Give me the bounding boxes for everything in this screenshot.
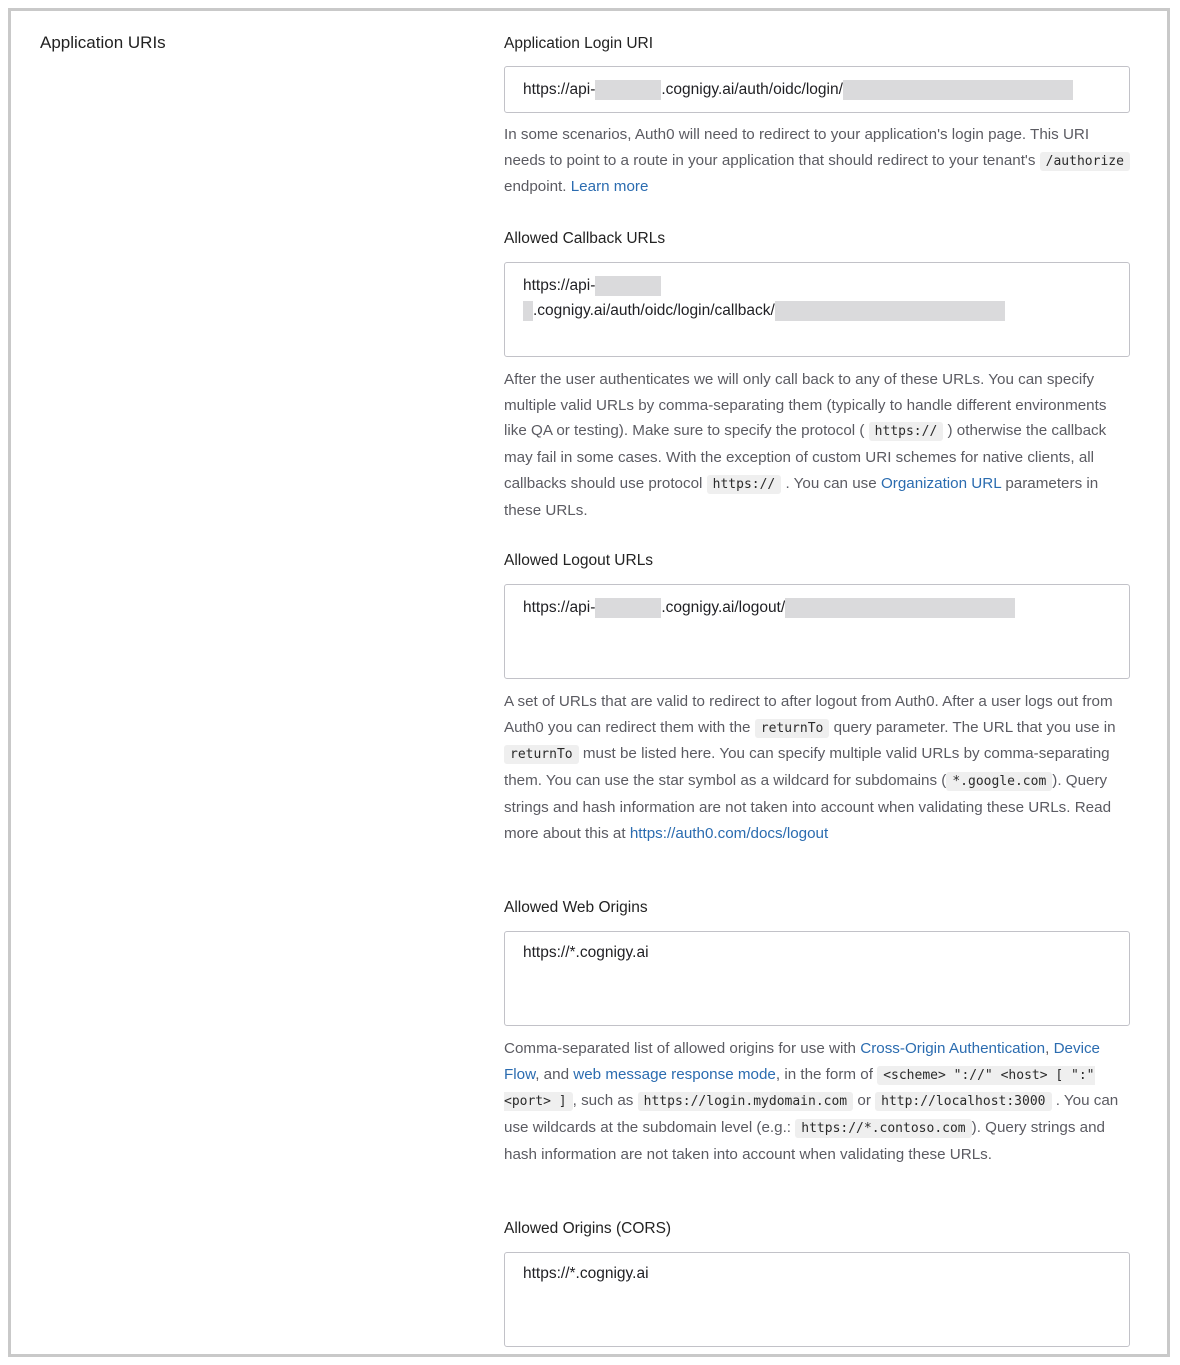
code-snippet: *.google.com [946, 772, 1052, 791]
callback-url-line1: https://api- [523, 277, 596, 294]
logout-url-prefix: https://api- [523, 599, 596, 616]
cors-origins-textarea[interactable] [504, 1252, 1130, 1347]
code-snippet: <scheme> "://" <host> [ ":" <port> ] [504, 1067, 1095, 1110]
code-snippet: https:// [869, 422, 944, 441]
redacted-block [523, 301, 533, 321]
help-text: ). Query strings and hash information are not taken into account when validating these URLs. Read more about this at [504, 772, 1112, 842]
web-origins-value: https://*.cognigy.ai [523, 944, 649, 961]
login-uri-label: Application Login URI [504, 35, 654, 52]
code-snippet: https://*.contoso.com [795, 1119, 971, 1138]
help-text: . You can use [785, 474, 877, 492]
help-text: A set of URLs that are valid to redirect to after logout from Auth0. After a user logs out from Auth0 you can redirect them with the [504, 693, 1113, 736]
web-origins-help [504, 1036, 1130, 1168]
redacted-block [843, 80, 1073, 100]
help-text: . You can use wildcards at the subdomain level (e.g.: [504, 1092, 1119, 1137]
login-uri-input[interactable] [504, 66, 1130, 113]
help-text: ). Query strings and hash information are not taken into account when validating these URLs. [504, 1119, 1106, 1163]
code-snippet: returnTo [755, 719, 830, 738]
code-snippet: https:// [707, 475, 782, 494]
section-title: Application URIs [40, 33, 166, 52]
logout-urls-label: Allowed Logout URLs [504, 552, 654, 569]
help-text: , [1045, 1040, 1050, 1057]
callback-urls-help [504, 367, 1130, 523]
redacted-block [785, 598, 1015, 618]
logout-urls-textarea[interactable] [504, 584, 1130, 679]
help-text: must be listed here. You can specify multiple valid URLs by comma-separating them. You can use the star symbol as a wildcard for subdomains ( [504, 745, 1110, 790]
cors-origins-label: Allowed Origins (CORS) [504, 1220, 672, 1237]
logout-docs-link[interactable]: https://auth0.com/docs/logout [629, 824, 829, 842]
help-text: or [857, 1092, 871, 1110]
redacted-block [595, 80, 661, 100]
help-text: Comma-separated list of allowed origins for use with [504, 1040, 856, 1057]
help-text: query parameter. The URL that you use in [833, 718, 1116, 736]
code-snippet: http://localhost:3000 [875, 1092, 1051, 1111]
help-text: , in the form of [775, 1065, 873, 1083]
code-snippet: returnTo [504, 745, 579, 764]
web-origins-textarea[interactable] [504, 931, 1130, 1026]
logout-url-mid: .cognigy.ai/logout/ [661, 599, 786, 616]
learn-more-link[interactable]: Learn more [570, 178, 649, 196]
cors-origins-value: https://*.cognigy.ai [523, 1265, 649, 1282]
help-text: After the user authenticates we will only call back to any of these URLs. You can specify multiple valid URLs by comma-separating them (typically to handle different environments like QA or testing). Make sure to specify the protocol ( [504, 371, 1107, 440]
device-flow-link[interactable]: Device Flow [504, 1040, 1101, 1083]
code-snippet: /authorize [1040, 152, 1130, 171]
help-text: ) otherwise the callback may fail in some cases. With the exception of custom URI schemes for native clients, all callbacks should use protocol [504, 422, 1107, 492]
code-snippet: https://login.mydomain.com [638, 1092, 854, 1111]
application-uris-panel [8, 8, 1170, 1357]
redacted-block [595, 276, 661, 296]
callback-urls-label: Allowed Callback URLs [504, 230, 666, 247]
redacted-block [595, 598, 661, 618]
web-message-response-mode-link[interactable]: web message response mode [573, 1065, 776, 1083]
web-origins-label: Allowed Web Origins [504, 899, 648, 916]
login-uri-help [504, 122, 1130, 200]
cross-origin-auth-link[interactable]: Cross-Origin Authentication [860, 1040, 1046, 1057]
redacted-block [775, 301, 1005, 321]
help-text: In some scenarios, Auth0 will need to redirect to your application's login page. This URI needs to point to a route in your application that should redirect to your tenant's [504, 126, 1090, 169]
login-uri-value-mid: .cognigy.ai/auth/oidc/login/ [661, 81, 843, 98]
logout-urls-help [504, 689, 1130, 846]
login-uri-value-prefix: https://api- [523, 81, 596, 98]
help-text: , such as [572, 1092, 634, 1110]
help-text: , and [535, 1065, 570, 1083]
callback-urls-textarea[interactable] [504, 262, 1130, 357]
callback-url-line2: .cognigy.ai/auth/oidc/login/callback/ [533, 302, 775, 319]
help-text: parameters in these URLs. [504, 474, 1099, 519]
organization-url-link[interactable]: Organization URL [880, 474, 1002, 492]
help-text: endpoint. [504, 178, 567, 196]
